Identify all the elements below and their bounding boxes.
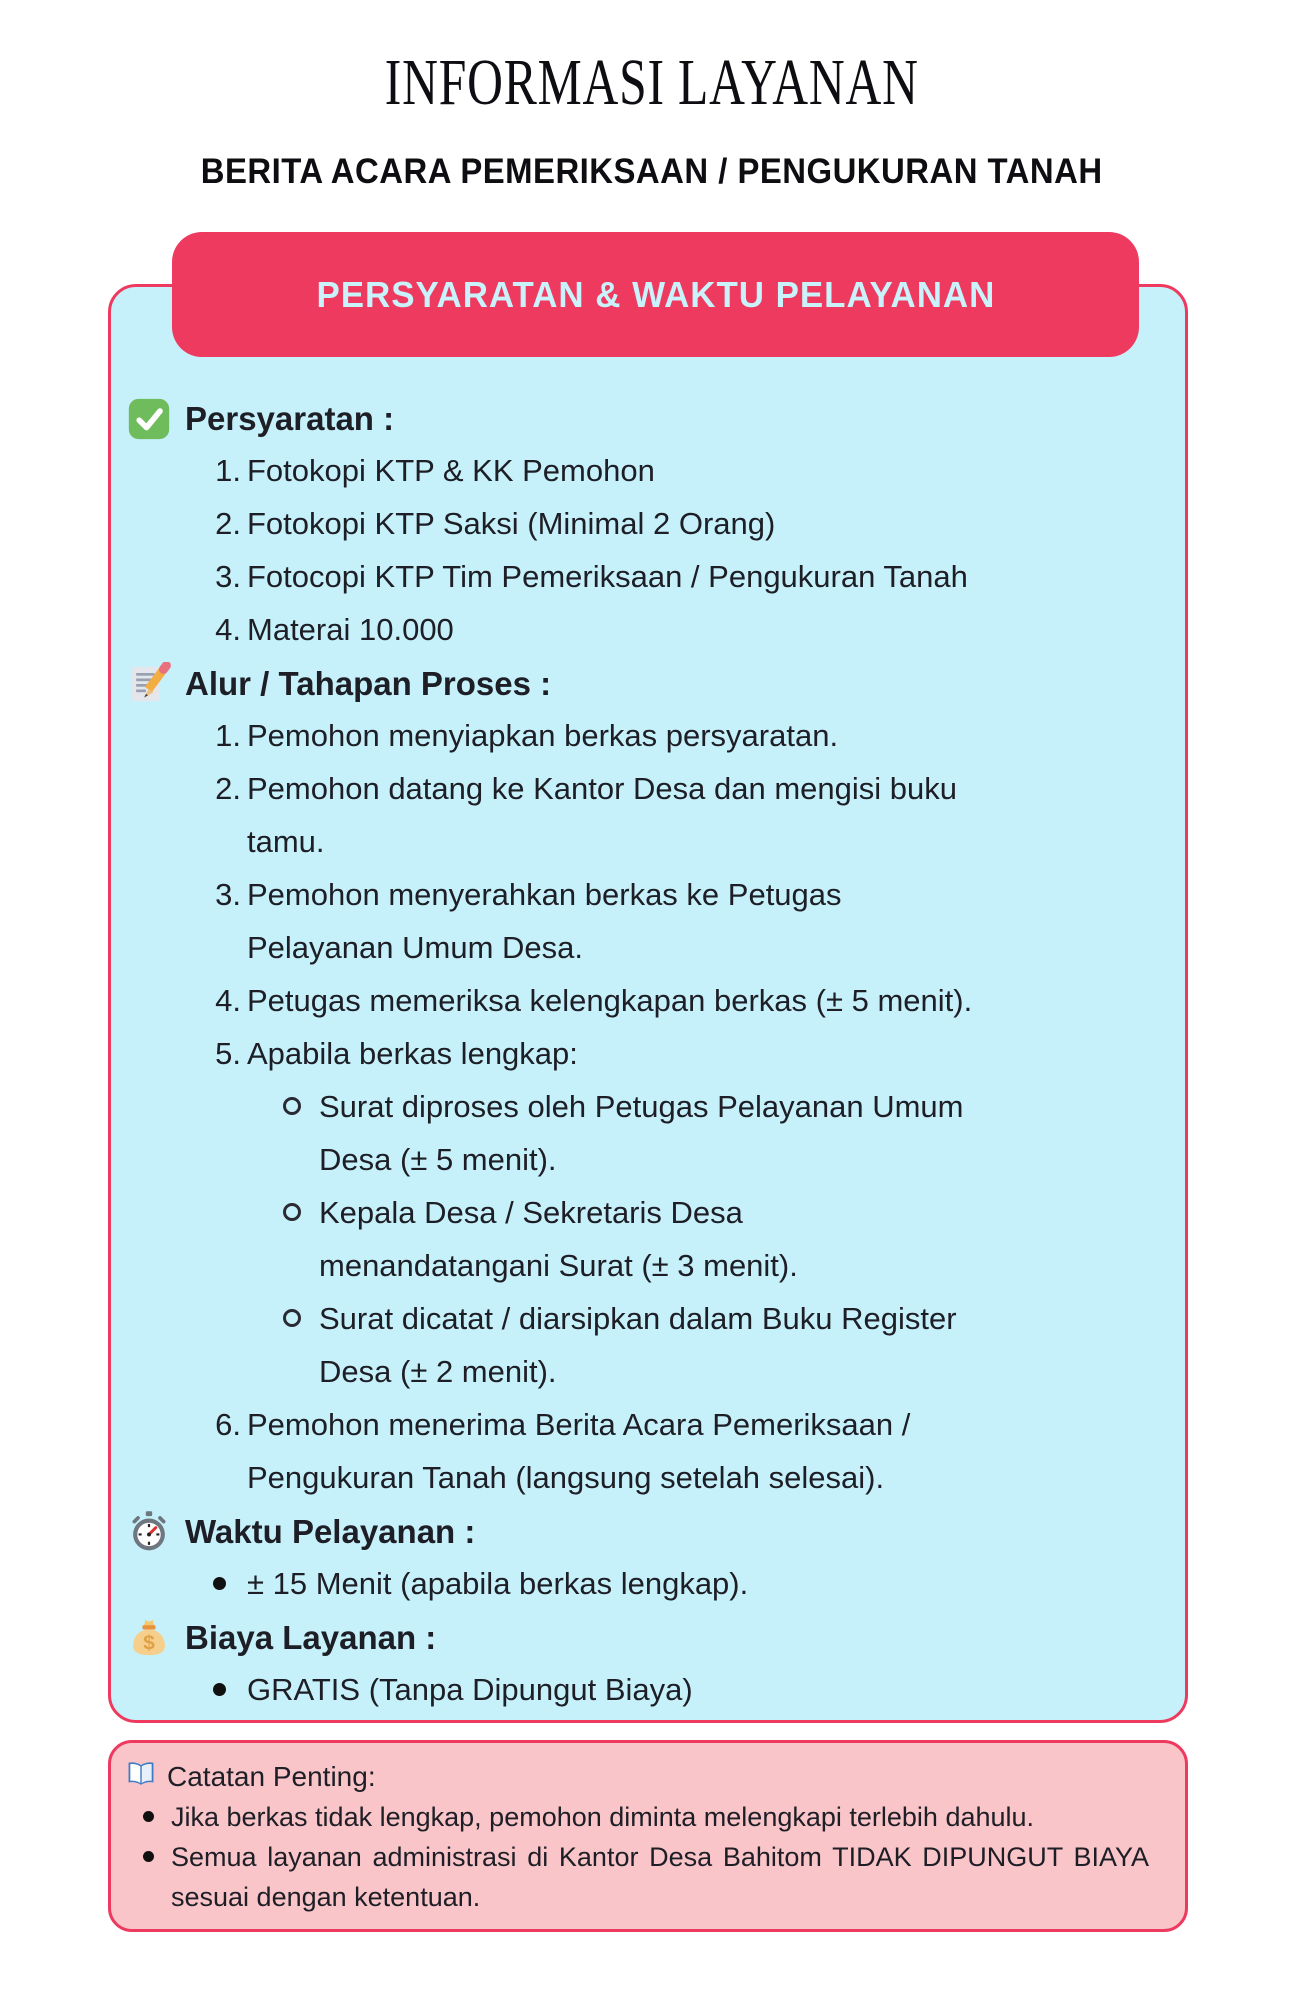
service-time-item: ± 15 Menit (apabila berkas lengkap). bbox=[207, 1557, 977, 1610]
requirement-item: Fotokopi KTP Saksi (Minimal 2 Orang) bbox=[247, 506, 776, 541]
process-step: Pemohon menerima Berita Acara Pemeriksaan / Pengukuran Tanah (langsung setelah selesai). bbox=[247, 1407, 911, 1495]
svg-text:$: $ bbox=[143, 1631, 155, 1655]
page-subtitle: BERITA ACARA PEMERIKSAAN / PENGUKURAN TANAH bbox=[200, 152, 1103, 191]
persyaratan-heading bbox=[127, 397, 1157, 441]
alur-list bbox=[127, 709, 1157, 1504]
sub-step-text: Surat dicatat / diarsipkan dalam Buku Register Desa bbox=[319, 1301, 957, 1389]
note-list bbox=[125, 1797, 1149, 1917]
waktu-list bbox=[127, 1557, 1157, 1610]
process-step: Pemohon menyiapkan berkas persyaratan. bbox=[247, 718, 839, 753]
banner-label: PERSYARATAN & WAKTU PELAYANAN bbox=[316, 273, 995, 315]
alur-title: Alur / Tahapan Proses : bbox=[185, 665, 552, 702]
process-sub-step bbox=[283, 1080, 977, 1186]
process-step-text: Apabila berkas lengkap: bbox=[247, 1036, 578, 1071]
alur-heading bbox=[127, 662, 1157, 706]
biaya-title: Biaya Layanan : bbox=[185, 1619, 437, 1656]
page-header bbox=[0, 48, 1303, 119]
section-banner bbox=[172, 232, 1139, 357]
stopwatch-icon bbox=[127, 1510, 171, 1554]
requirement-item: Materai 10.000 bbox=[247, 612, 454, 647]
page-title: INFORMASI LAYANAN bbox=[384, 46, 919, 120]
note-heading bbox=[125, 1758, 1149, 1795]
note-card bbox=[108, 1740, 1188, 1932]
waktu-heading bbox=[127, 1510, 1157, 1554]
sub-step-text: Surat diproses oleh Petugas Pelayanan Umum Desa bbox=[319, 1089, 964, 1177]
process-step: Pemohon datang ke Kantor Desa dan mengisi buku tamu. bbox=[247, 771, 958, 859]
process-step: Pemohon menyerahkan berkas ke Petugas Pelayanan Umum Desa. bbox=[247, 877, 842, 965]
persyaratan-list bbox=[127, 444, 1157, 656]
note-item: Semua layanan administrasi di Kantor Desa Bahitom TIDAK DIPUNGUT BIAYA sesuai dengan ketentuan. bbox=[137, 1837, 1149, 1917]
money-bag-icon bbox=[127, 1616, 171, 1660]
requirement-item: Fotocopi KTP Tim Pemeriksaan / Pengukuran Tanah bbox=[247, 559, 968, 594]
persyaratan-title: Persyaratan : bbox=[185, 400, 395, 437]
note-item: Jika berkas tidak lengkap, pemohon diminta melengkapi terlebih dahulu. bbox=[137, 1797, 1149, 1837]
note-title: Catatan Penting: bbox=[167, 1760, 376, 1792]
page-subheader bbox=[0, 152, 1303, 192]
service-fee-item: GRATIS (Tanpa Dipungut Biaya) bbox=[207, 1663, 977, 1716]
sub-step-time: (± 5 menit). bbox=[400, 1142, 557, 1177]
sub-step-time: (± 3 menit). bbox=[641, 1248, 798, 1283]
biaya-heading bbox=[127, 1616, 1157, 1660]
process-sub-step bbox=[283, 1186, 977, 1292]
memo-pencil-icon bbox=[127, 662, 171, 706]
open-book-icon bbox=[125, 1758, 157, 1795]
requirement-item: Fotokopi KTP & KK Pemohon bbox=[247, 453, 655, 488]
alur-sub-list bbox=[247, 1080, 977, 1398]
sub-step-time: (± 2 menit). bbox=[400, 1354, 557, 1389]
biaya-list bbox=[127, 1663, 1157, 1716]
process-step: Petugas memeriksa kelengkapan berkas (± 5 menit). bbox=[247, 983, 973, 1018]
process-sub-step bbox=[283, 1292, 977, 1398]
waktu-title: Waktu Pelayanan : bbox=[185, 1513, 476, 1550]
check-mark-icon bbox=[127, 397, 171, 441]
sub-step-text: Kepala Desa / Sekretaris Desa menandatangani Surat bbox=[319, 1195, 743, 1283]
process-step bbox=[207, 1027, 977, 1398]
info-card bbox=[108, 284, 1188, 1723]
